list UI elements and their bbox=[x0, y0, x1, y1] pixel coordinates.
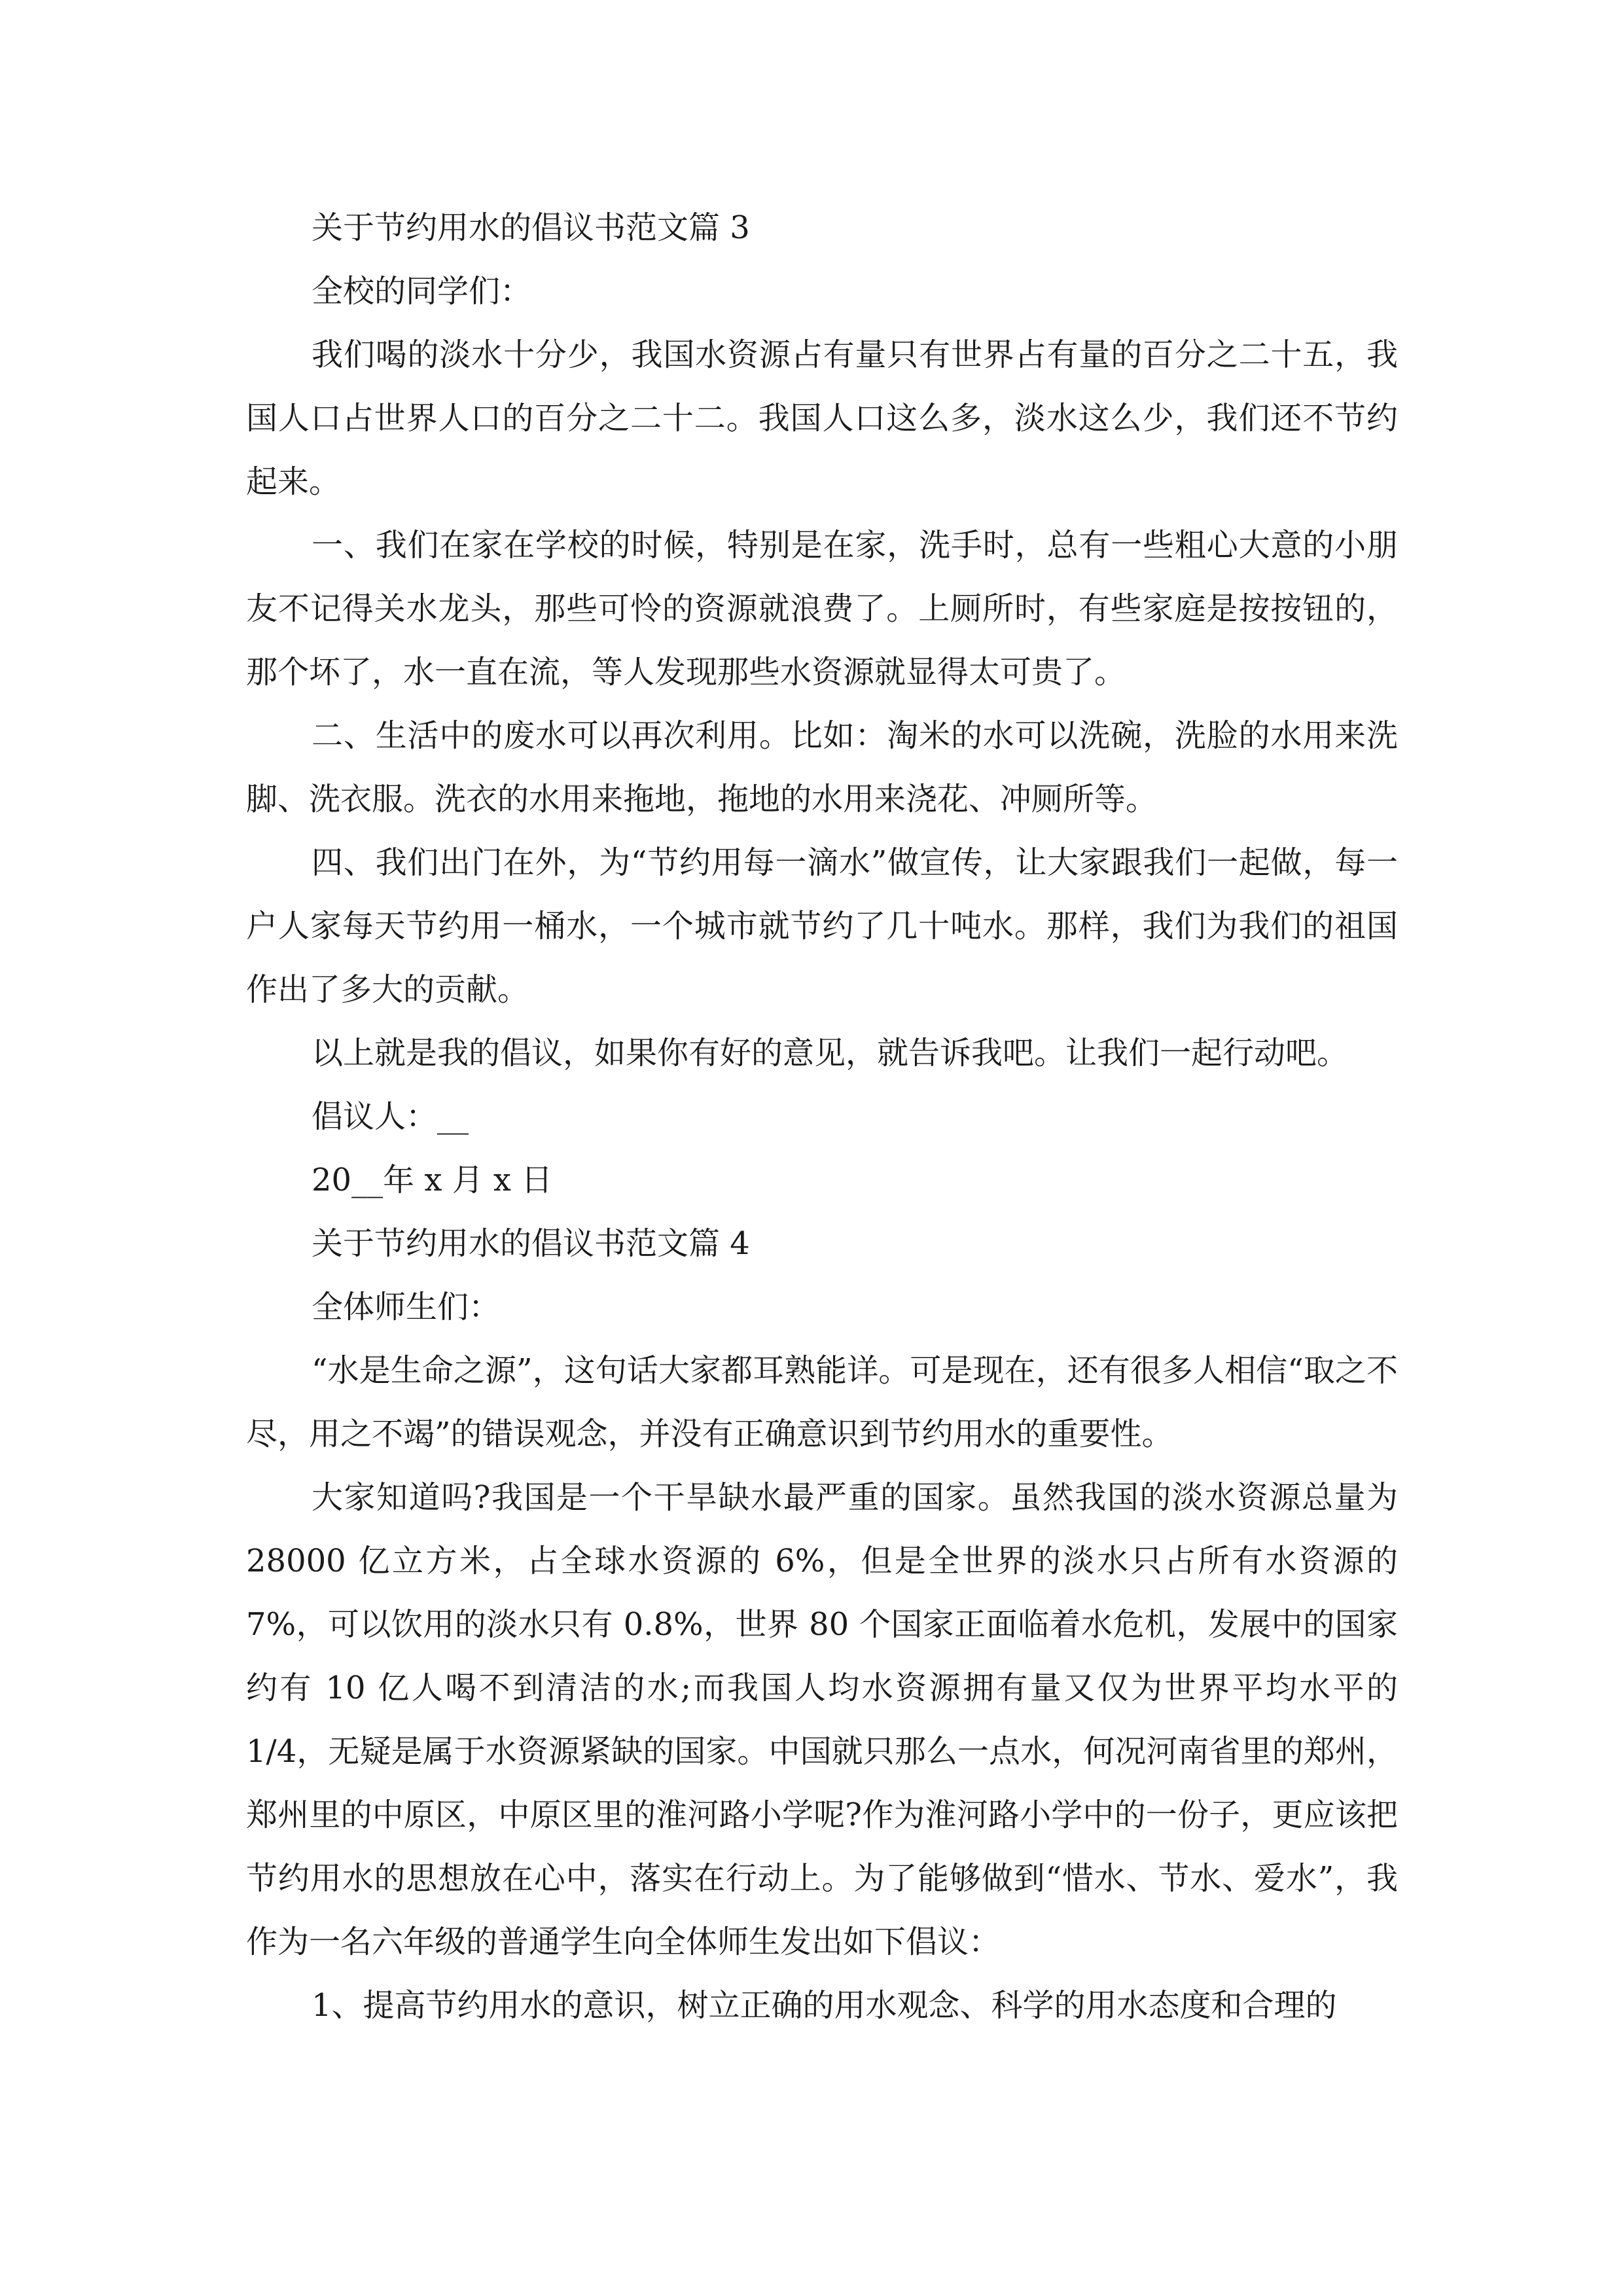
paragraph: 以上就是我的倡议，如果你有好的意见，就告诉我吧。让我们一起行动吧。 bbox=[312, 1035, 1349, 1071]
paragraph: 一、我们在家在学校的时候，特别是在家，洗手时，总有一些粗心大意的小朋友不记得关水龙头，那些可怜的资源就浪费了。上厕所时，有些家庭是按按钮的，那个坏了，水一直在流，等人发现那些水资源就显得太可贵了。 bbox=[246, 527, 1398, 691]
section-title: 关于节约用水的倡议书范文篇 3 bbox=[312, 209, 750, 246]
date-line: 20__年 x 月 x 日 bbox=[312, 1162, 553, 1198]
paragraph: 二、生活中的废水可以再次利用。比如：淘米的水可以洗碗，洗脸的水用来洗脚、洗衣服。洗衣的水用来拖地，拖地的水用来浇花、冲厕所等。 bbox=[246, 717, 1398, 817]
signer-line: 倡议人：__ bbox=[312, 1098, 469, 1135]
paragraph: 1、提高节约用水的意识，树立正确的用水观念、科学的用水态度和合理的 bbox=[312, 1987, 1337, 2024]
section-title: 关于节约用水的倡议书范文篇 4 bbox=[312, 1225, 750, 1262]
paragraph: 大家知道吗?我国是一个干旱缺水最严重的国家。虽然我国的淡水资源总量为 28000 亿立方米，占全球水资源的 6%，但是全世界的淡水只占所有水资源的 7%，可以饮用的淡水只有 0.8%，世界 80 个国家正面临着水危机，发展中的国家约有 10 亿人喝不到清洁的水;而我国人均水资源拥有量又仅为世界平均水平的 1/4，无疑是属于水资源紧缺的国家。中国就只那么一点水，何况河南省里的郑州，郑州里的中原区，中原区里的淮河路小学呢?作为淮河路小学中的一份子，更应该把节约用水的思想放在心中，落实在行动上。为了能够做到“惜水、节水、爱水”，我作为一名六年级的普通学生向全体师生发出如下倡议： bbox=[246, 1479, 1398, 1960]
salutation: 全校的同学们： bbox=[312, 273, 532, 310]
document-body bbox=[246, 196, 1398, 2037]
paragraph: 四、我们出门在外，为“节约用每一滴水”做宣传，让大家跟我们一起做，每一户人家每天节约用一桶水，一个城市就节约了几十吨水。那样，我们为我们的祖国作出了多大的贡献。 bbox=[246, 844, 1398, 1008]
paragraph: 我们喝的淡水十分少，我国水资源占有量只有世界占有量的百分之二十五，我国人口占世界人口的百分之二十二。我国人口这么多，淡水这么少，我们还不节约起来。 bbox=[246, 336, 1398, 500]
paragraph: “水是生命之源”，这句话大家都耳熟能详。可是现在，还有很多人相信“取之不尽，用之不竭”的错误观念，并没有正确意识到节约用水的重要性。 bbox=[246, 1352, 1398, 1452]
salutation: 全体师生们： bbox=[312, 1289, 501, 1325]
